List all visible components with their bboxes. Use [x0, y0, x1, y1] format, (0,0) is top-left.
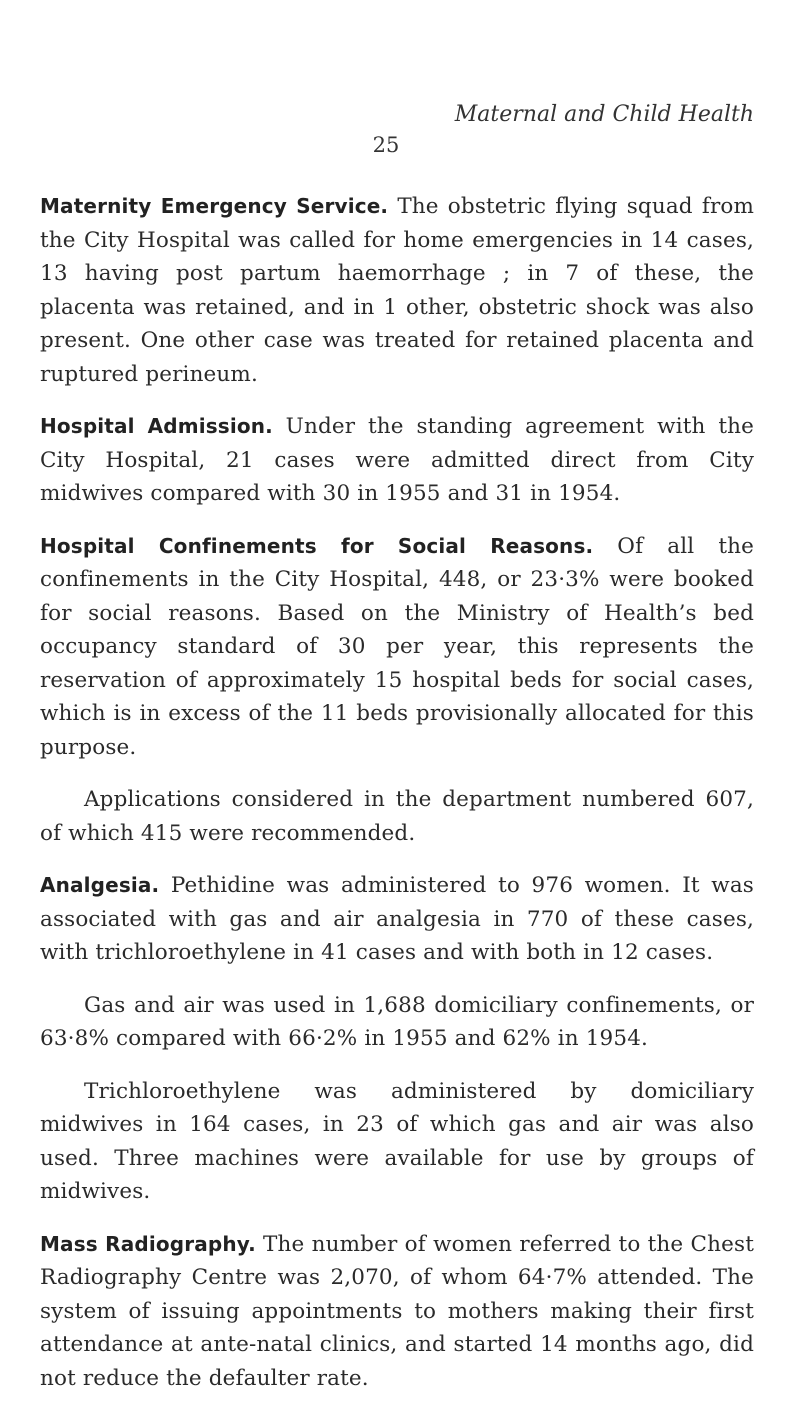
- paragraph-text: Trichloroethylene was administered by domiciliary midwives in 164 cases, in 23 of which gas and air was also used. Three machines were available for use by groups of midwives.: [40, 1078, 754, 1204]
- paragraph-analgesia: [40, 869, 754, 970]
- paragraph-hospital-admission: [40, 410, 754, 511]
- paragraph-text: Applications considered in the department numbered 607, of which 415 were recommended.: [40, 787, 754, 846]
- paragraph-text: The number of women referred to the Chest Radiography Centre was 2,070, of whom 64·7% attended. The system of issuing appointments to mothers making their first attendance at ante-natal clinics, and started 14 months ago, did not reduce the defaulter rate.: [40, 1231, 754, 1391]
- paragraph-text: The obstetric flying squad from the City Hospital was called for home emergencies in 14 cases, 13 having post partum haemorrhage ; in 7 of these, the placenta was retained, and in 1 other, obstetric shock was also present. One other case was treated for retained placenta and ruptured perineum.: [40, 194, 755, 387]
- running-head: Maternal and Child Health: [454, 102, 754, 127]
- section-heading: Hospital Admission.: [40, 414, 273, 438]
- section-heading: Mass Radiography.: [40, 1231, 256, 1256]
- section-heading: Hospital Confinements for Social Reasons.: [40, 533, 594, 558]
- paragraph-text: Of all the confinements in the City Hospital, 448, or 23·3% were booked for social reasons. Based on the Ministry of Health’s bed occupancy standard of 30 per year, this represents the reservation of approximately 15 hospital beds for social cases, which is in excess of the 11 beds provisionally allocated for this purpose.: [40, 533, 754, 760]
- paragraph-text: Under the standing agreement with the City Hospital, 21 cases were admitted direct from City midwives compared with 30 in 1955 and 31 in 1954.: [40, 414, 754, 506]
- paragraph-maternity-emergency-service: [40, 190, 754, 391]
- paragraph-gas-and-air: [40, 989, 754, 1056]
- paragraph-mass-radiography: [40, 1228, 754, 1396]
- body-text: [40, 190, 754, 1414]
- paragraph-trichloroethylene: [40, 1075, 754, 1209]
- section-heading: Maternity Emergency Service.: [40, 194, 389, 218]
- paragraph-hospital-confinements: [40, 530, 754, 765]
- paragraph-text: Pethidine was administered to 976 women. It was associated with gas and air analgesia in 770 of these cases, with trichloroethylene in 41 cases and with both in 12 cases.: [40, 873, 754, 965]
- section-heading: Analgesia.: [40, 873, 160, 897]
- page-number: 25: [372, 133, 400, 157]
- paragraph-text: Gas and air was used in 1,688 domiciliary confinements, or 63·8% compared with 66·2% in 1955 and 62% in 1954.: [40, 992, 754, 1051]
- paragraph-applications: [40, 783, 754, 850]
